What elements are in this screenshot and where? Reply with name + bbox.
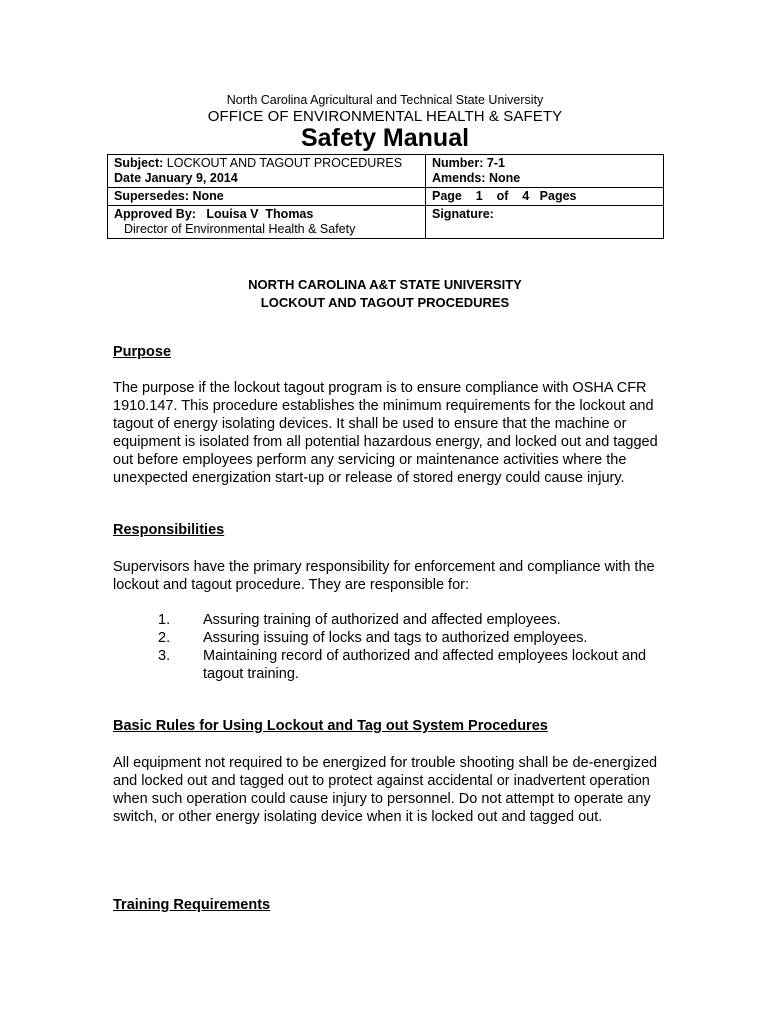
manual-title: Safety Manual [300, 124, 470, 152]
responsibilities-list [113, 611, 663, 683]
list-item-number: 1. [158, 612, 171, 628]
basic-rules-paragraph: All equipment not required to be energized for trouble shooting shall be de-energized and locked out and tagged out to protect against accidental or inadvertent operation when such operation could cause injury to personnel. Do not attempt to operate any switch, or other energy isolating device when it is locked out and tagged out. [113, 755, 658, 826]
list-item [113, 647, 663, 683]
list-item-number: 2. [158, 630, 171, 647]
list-item-number: 3. [158, 648, 171, 665]
list-item [113, 611, 663, 629]
approved-name: Louisa V Thomas [206, 207, 314, 221]
university-name: North Carolina Agricultural and Technical State University [226, 93, 544, 107]
approved-title: Director of Environmental Health & Safety [124, 222, 356, 236]
purpose-paragraph: The purpose if the lockout tagout program is to ensure compliance with OSHA CFR 1910.147. This procedure establishes the minimum requirements for the lockout and tagout of energy isolating devices. It shall be used to ensure that the machine or equipment is isolated from all potential hazardous energy, and locked out and tagged out before employees perform any servicing or maintenance activities where the unexpected energization start-up or release of stored energy could cause injury. [113, 380, 658, 487]
subject-date-cell [108, 155, 426, 188]
purpose-heading: Purpose [113, 344, 172, 360]
document-info-table [107, 154, 664, 239]
signature-label: Signature: [432, 207, 494, 221]
supersedes-cell [108, 188, 426, 206]
approved-cell [108, 206, 426, 239]
subject-label: Subject: [114, 156, 164, 170]
document-title-line1: NORTH CAROLINA A&T STATE UNIVERSITY [248, 277, 522, 292]
approved-label: Approved By: [114, 207, 196, 221]
list-item [113, 629, 663, 647]
signature-cell [426, 206, 664, 239]
page-value: Page 1 of 4 Pages [432, 189, 577, 203]
document-title-line2: LOCKOUT AND TAGOUT PROCEDURES [260, 295, 510, 310]
responsibilities-paragraph: Supervisors have the primary responsibility for enforcement and compliance with the lockout and tagout procedure. They are responsible for: [113, 559, 655, 594]
list-item-text: Maintaining record of authorized and affected employees lockout and tagout training. [203, 648, 647, 683]
basic-rules-heading: Basic Rules for Using Lockout and Tag out System Procedures [113, 718, 548, 734]
page-cell [426, 188, 664, 206]
list-item-text: Assuring training of authorized and affected employees. [203, 612, 561, 628]
responsibilities-heading: Responsibilities [113, 522, 225, 538]
date-value: Date January 9, 2014 [114, 171, 238, 185]
number-amends-cell [426, 155, 664, 188]
training-heading: Training Requirements [113, 897, 271, 913]
number-value: Number: 7-1 [432, 156, 505, 170]
subject-value: LOCKOUT AND TAGOUT PROCEDURES [166, 156, 403, 170]
list-item-text: Assuring issuing of locks and tags to authorized employees. [203, 630, 588, 647]
supersedes-value: Supersedes: None [114, 189, 224, 203]
office-name: OFFICE OF ENVIRONMENTAL HEALTH & SAFETY [207, 108, 563, 125]
amends-value: Amends: None [432, 171, 521, 185]
